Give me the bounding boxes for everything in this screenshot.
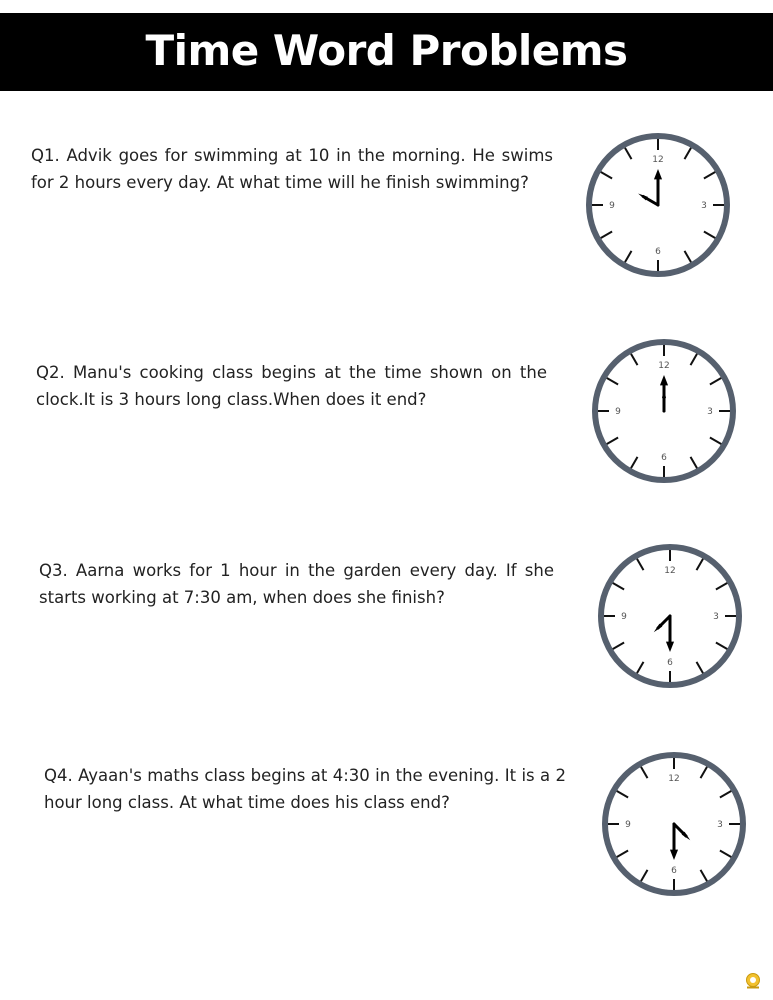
clock-number-twelve: 12 <box>668 774 680 784</box>
clock-question-4 <box>599 749 749 899</box>
clock-number-six: 6 <box>671 866 677 876</box>
clock-number-twelve: 12 <box>664 566 676 576</box>
clock-number-twelve: 12 <box>658 361 670 371</box>
page-title: Time Word Problems <box>145 25 628 75</box>
clock-number-nine: 9 <box>615 407 621 417</box>
question-2-text: Q2. Manu's cooking class begins at the time shown on the clock.It is 3 hours long class.When does it end? <box>36 363 547 409</box>
title-banner <box>0 13 773 91</box>
clock-number-three: 3 <box>701 201 707 211</box>
publisher-logo-icon <box>744 972 762 990</box>
clock-number-six: 6 <box>655 247 661 257</box>
clock-number-three: 3 <box>713 612 719 622</box>
clock-number-nine: 9 <box>625 820 631 830</box>
clock-number-nine: 9 <box>621 612 627 622</box>
question-3-text: Q3. Aarna works for 1 hour in the garden every day. If she starts working at 7:30 am, when does she finish? <box>39 561 554 607</box>
clock-question-1 <box>583 130 733 280</box>
clock-number-six: 6 <box>661 453 667 463</box>
clock-number-nine: 9 <box>609 201 615 211</box>
question-1-text: Q1. Advik goes for swimming at 10 in the morning. He swims for 2 hours every day. At what time will he finish swimming? <box>31 146 553 192</box>
clock-question-2 <box>589 336 739 486</box>
clock-question-3 <box>595 541 745 691</box>
clock-number-twelve: 12 <box>652 155 664 165</box>
clock-number-three: 3 <box>717 820 723 830</box>
clock-number-three: 3 <box>707 407 713 417</box>
clock-number-six: 6 <box>667 658 673 668</box>
question-4-text: Q4. Ayaan's maths class begins at 4:30 in the evening. It is a 2 hour long class. At what time does his class end? <box>44 766 566 812</box>
